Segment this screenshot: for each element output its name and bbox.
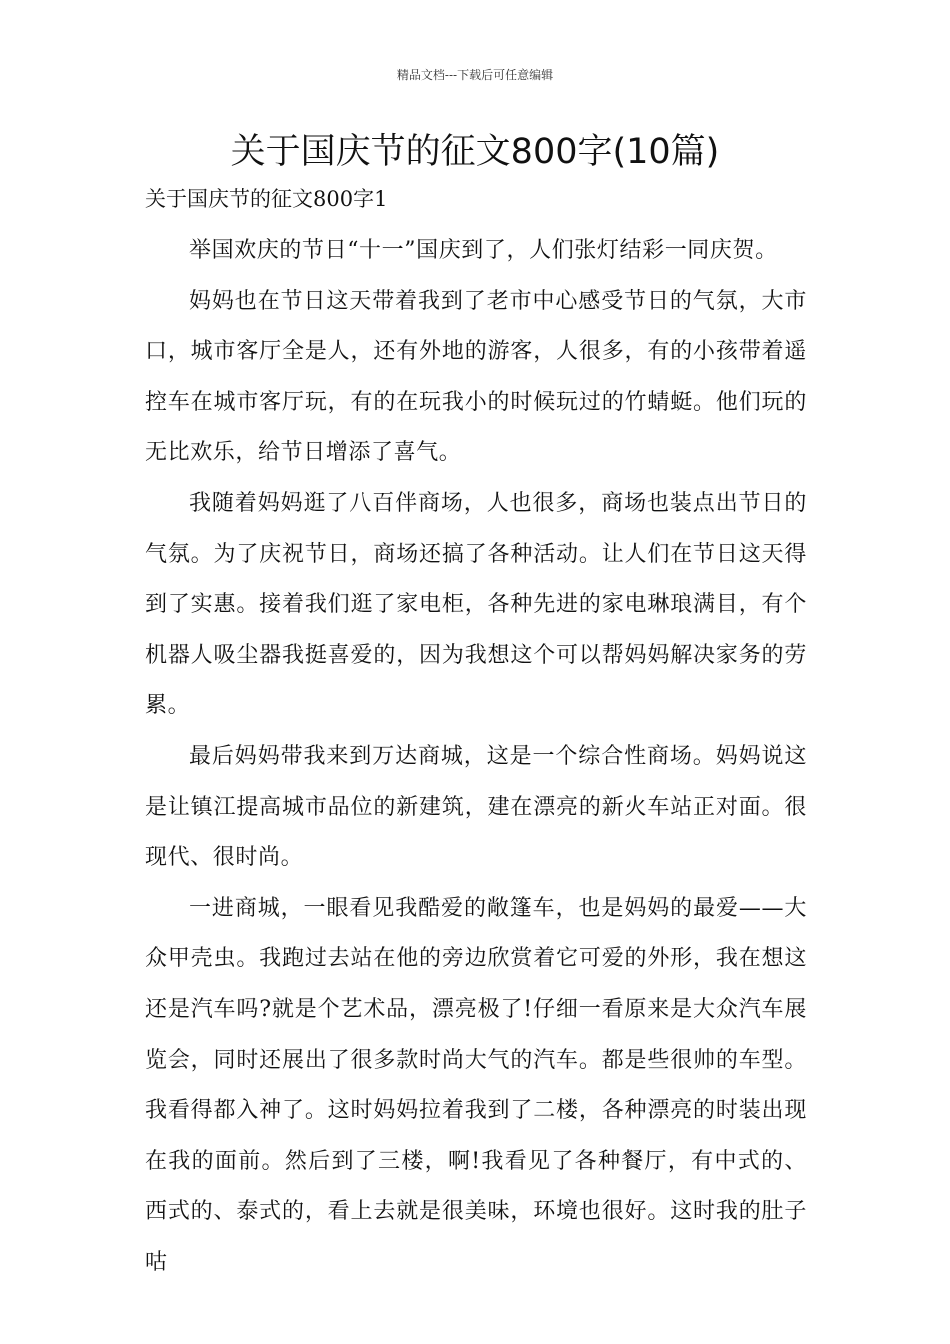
paragraph-3: 我随着妈妈逛了八百伴商场，人也很多，商场也装点出节日的气氛。为了庆祝节日，商场还搞了各种活动。让人们在节日这天得到了实惠。接着我们逛了家电柜，各种先进的家电琳琅满目，有个机器人吸尘器我挺喜爱的，因为我想这个可以帮妈妈解决家务的劳累。 bbox=[145, 490, 807, 719]
paragraph-5: 一进商城，一眼看见我酷爱的敞篷车，也是妈妈的最爱——大众甲壳虫。我跑过去站在他的旁边欣赏着它可爱的外形，我在想这还是汽车吗?就是个艺术品，漂亮极了!仔细一看原来是大众汽车展览会，同时还展出了很多款时尚大气的汽车。都是些很帅的车型。我看得都入神了。这时妈妈拉着我到了二楼，各种漂亮的时装出现在我的面前。然后到了三楼，啊!我看见了各种餐厅，有中式的、西式的、泰式的，看上去就是很美味，环境也很好。这时我的肚子咕 bbox=[145, 895, 807, 1275]
section-heading: 关于国庆节的征文800字1 bbox=[145, 187, 388, 211]
body-text bbox=[145, 226, 807, 1288]
header-note: 精品文档---下载后可任意编辑 bbox=[396, 68, 554, 82]
paragraph-4: 最后妈妈带我来到万达商城，这是一个综合性商场。妈妈说这是让镇江提高城市品位的新建筑，建在漂亮的新火车站正对面。很现代、很时尚。 bbox=[145, 743, 807, 871]
paragraph-2: 妈妈也在节日这天带着我到了老市中心感受节日的气氛，大市口，城市客厅全是人，还有外地的游客，人很多，有的小孩带着遥控车在城市客厅玩，有的在玩我小的时候玩过的竹蜻蜓。他们玩的无比欢乐，给节日增添了喜气。 bbox=[145, 288, 807, 466]
paragraph-1: 举国欢庆的节日“十一”国庆到了，人们张灯结彩一同庆贺。 bbox=[189, 238, 778, 263]
document-title: 关于国庆节的征文800字(10篇) bbox=[230, 132, 720, 172]
